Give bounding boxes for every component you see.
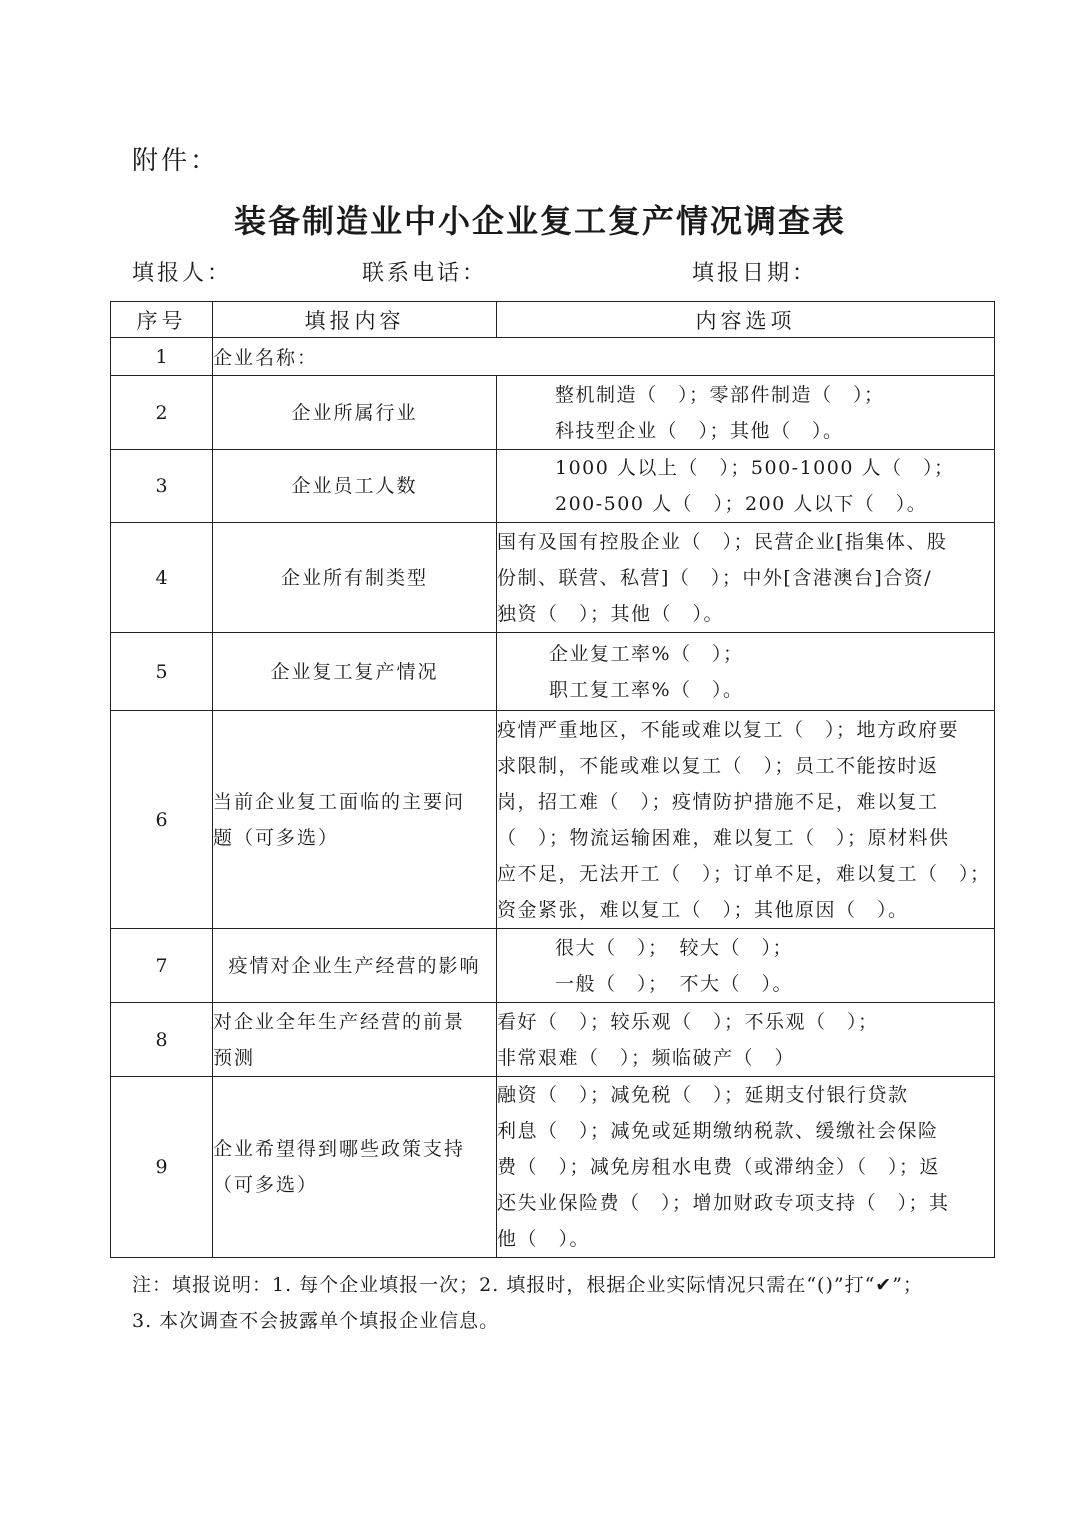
table-row bbox=[111, 376, 995, 450]
table-row bbox=[111, 711, 995, 929]
attachment-label: 附件： bbox=[132, 146, 220, 176]
row-options[interactable] bbox=[497, 711, 995, 929]
table-row bbox=[111, 338, 995, 376]
table-row bbox=[111, 1077, 995, 1258]
item-line: 当前企业复工面临的主要问 bbox=[213, 790, 466, 813]
row-options[interactable] bbox=[497, 376, 995, 450]
row-item: 企业员工人数 bbox=[213, 450, 497, 523]
row-number: 3 bbox=[111, 450, 213, 523]
row-options[interactable] bbox=[497, 1077, 995, 1258]
row-item: 疫情对企业生产经营的影响 bbox=[213, 929, 497, 1003]
row-options[interactable] bbox=[497, 633, 995, 711]
item-line: 预测 bbox=[213, 1046, 256, 1069]
table-row bbox=[111, 929, 995, 1003]
row-options[interactable] bbox=[497, 1003, 995, 1077]
row-options[interactable] bbox=[497, 929, 995, 1003]
row-item: 企业复工复产情况 bbox=[213, 633, 497, 711]
option-line: 岗，招工难（ ）；疫情防护措施不足，难以复工 bbox=[497, 790, 939, 813]
option-line: 职工复工率%（ ）。 bbox=[549, 678, 744, 701]
option-line: 份制、联营、私营]（ ）；中外[含港澳台]合资/ bbox=[497, 566, 933, 589]
company-name-field[interactable]: 企业名称： bbox=[213, 338, 995, 376]
item-line: 企业希望得到哪些政策支持 bbox=[213, 1138, 466, 1160]
row-item bbox=[213, 711, 497, 929]
option-line: （ ）；物流运输困难，难以复工（ ）；原材料供 bbox=[497, 826, 950, 849]
option-line: 200-500 人（ ）；200 人以下（ ）。 bbox=[555, 493, 928, 515]
table-header-row bbox=[111, 302, 995, 338]
row-options[interactable] bbox=[497, 523, 995, 633]
option-line: 还失业保险费（ ）；增加财政专项支持（ ）；其 bbox=[497, 1192, 950, 1214]
row-number: 5 bbox=[111, 633, 213, 711]
row-number: 2 bbox=[111, 376, 213, 450]
option-line: 整机制造（ ）；零部件制造（ ）； bbox=[555, 383, 885, 406]
option-line: 费（ ）；减免房租水电费（或滞纳金）（ ）；返 bbox=[497, 1156, 941, 1178]
table-row bbox=[111, 1003, 995, 1077]
row-item: 企业所有制类型 bbox=[213, 523, 497, 633]
row-item: 企业所属行业 bbox=[213, 376, 497, 450]
table-row bbox=[111, 450, 995, 523]
survey-table bbox=[110, 301, 995, 1258]
option-line: 1000 人以上（ ）；500-1000 人（ ）； bbox=[555, 457, 955, 479]
option-line: 资金紧张，难以复工（ ）；其他原因（ ）。 bbox=[497, 898, 909, 921]
reporter-label: 填报人： bbox=[132, 261, 233, 286]
footnote-line-2: 3. 本次调查不会披露单个填报企业信息。 bbox=[132, 1310, 500, 1332]
item-line: 对企业全年生产经营的前景 bbox=[213, 1010, 466, 1033]
header-seq: 序号 bbox=[111, 302, 213, 338]
option-line: 很大（ ）； 较大（ ）； bbox=[555, 936, 794, 959]
option-line: 利息（ ）；减免或延期缴纳税款、缓缴社会保险 bbox=[497, 1120, 939, 1142]
option-line: 看好（ ）；较乐观（ ）；不乐观（ ）； bbox=[497, 1010, 879, 1033]
row-number: 1 bbox=[111, 338, 213, 376]
table-row bbox=[111, 633, 995, 711]
row-number: 6 bbox=[111, 711, 213, 929]
option-line: 一般（ ）； 不大（ ）。 bbox=[555, 972, 794, 995]
header-item: 填报内容 bbox=[213, 302, 497, 338]
row-number: 8 bbox=[111, 1003, 213, 1077]
option-line: 企业复工率%（ ）； bbox=[549, 642, 744, 665]
phone-label: 联系电话： bbox=[362, 261, 488, 286]
item-line: （可多选） bbox=[213, 1174, 319, 1196]
footnote-line-1: 注：填报说明：1. 每个企业填报一次；2. 填报时，根据企业实际情况只需在“()”打“✔”； bbox=[132, 1274, 923, 1296]
table-row bbox=[111, 523, 995, 633]
row-number: 7 bbox=[111, 929, 213, 1003]
header-options: 内容选项 bbox=[497, 302, 995, 338]
page-title: 装备制造业中小企业复工复产情况调查表 bbox=[233, 202, 846, 240]
row-options[interactable] bbox=[497, 450, 995, 523]
row-item bbox=[213, 1077, 497, 1258]
option-line: 非常艰难（ ）；频临破产（ ） bbox=[497, 1046, 796, 1069]
option-line: 独资（ ）；其他（ ）。 bbox=[497, 602, 725, 625]
option-line: 科技型企业（ ）；其他（ ）。 bbox=[555, 419, 844, 442]
option-line: 疫情严重地区，不能或难以复工（ ）；地方政府要 bbox=[497, 718, 960, 741]
option-line: 应不足，无法开工（ ）；订单不足，难以复工（ ）； bbox=[497, 862, 991, 885]
option-line: 融资（ ）；减免税（ ）；延期支付银行贷款 bbox=[497, 1084, 909, 1106]
option-line: 他（ ）。 bbox=[497, 1228, 591, 1250]
row-number: 4 bbox=[111, 523, 213, 633]
date-label: 填报日期： bbox=[692, 261, 818, 286]
option-line: 求限制，不能或难以复工（ ）；员工不能按时返 bbox=[497, 754, 939, 777]
row-number: 9 bbox=[111, 1077, 213, 1258]
item-line: 题（可多选） bbox=[213, 826, 340, 849]
row-item bbox=[213, 1003, 497, 1077]
option-line: 国有及国有控股企业（ ）；民营企业[指集体、股 bbox=[497, 530, 948, 553]
